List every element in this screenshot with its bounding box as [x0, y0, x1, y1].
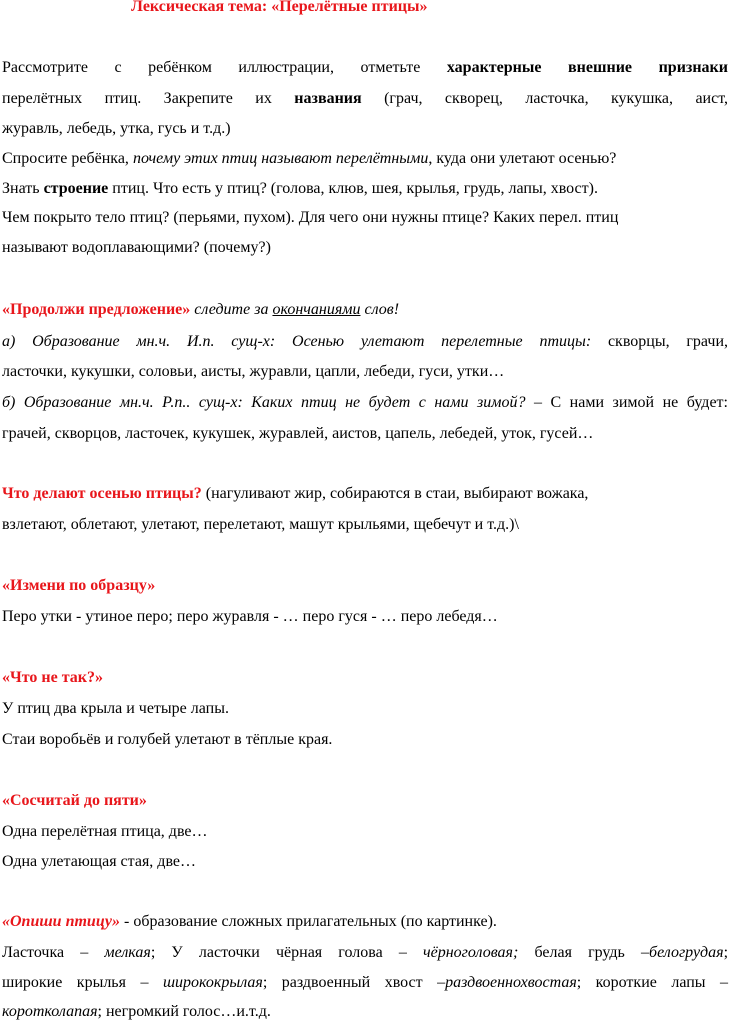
- continue-b-line: б) Образование мн.ч. Р.п.. сущ-х: Каких птиц не будет с нами зимой? – С нами зимой не будет:: [2, 394, 728, 411]
- count-line-2: Одна улетающая стая, две…: [2, 853, 197, 870]
- describe-line-3: коротколапая; негромкий голос…и.т.д.: [2, 1003, 271, 1020]
- describe-heading-line: «Опиши птицу» - образование сложных прилагательных (по картинке).: [2, 913, 497, 930]
- continue-heading-line: «Продолжи предложение» следите за окончаниями слов!: [2, 301, 400, 318]
- count-heading: «Сосчитай до пяти»: [2, 792, 147, 809]
- page-title: Лексическая тема: «Перелётные птицы»: [131, 0, 428, 15]
- intro-line-1: Рассмотрите с ребёнком иллюстрации, отметьте характерные внешние признаки: [2, 59, 728, 76]
- wrong-line-1: У птиц два крыла и четыре лапы.: [2, 700, 229, 717]
- change-text: Перо утки - утиное перо; перо журавля - … перо гуся - … перо лебедя…: [2, 608, 498, 625]
- autumn-line-2: взлетают, облетают, улетают, перелетают, машут крыльями, щебечут и т.д.)\: [2, 516, 519, 533]
- continue-b-line-2: грачей, скворцов, ласточек, кукушек, журавлей, аистов, цапель, лебедей, уток, гусей…: [2, 425, 594, 442]
- count-line-1: Одна перелётная птица, две…: [2, 823, 208, 840]
- intro-line-7: называют водоплавающими? (почему?): [2, 239, 271, 256]
- wrong-heading: «Что не так?»: [2, 669, 103, 686]
- autumn-heading: Что делают осенью птицы?: [2, 485, 202, 502]
- intro-line-2: перелётных птиц. Закрепите их названия (грач, скворец, ласточка, кукушка, аист,: [2, 90, 729, 107]
- continue-a-line: а) Образование мн.ч. И.п. сущ-х: Осенью улетают перелетные птицы: скворцы, грачи,: [2, 333, 729, 350]
- intro-line-6: Чем покрыто тело птиц? (перьями, пухом). Для чего они нужны птице? Каких перел. птиц: [2, 209, 619, 226]
- describe-line-1: Ласточка – мелкая; У ласточки чёрная голова – чёрноголовая; белая грудь –белогрудая;: [2, 944, 729, 961]
- autumn-line-1: Что делают осенью птицы? (нагуливают жир, собираются в стаи, выбирают вожака,: [2, 485, 589, 502]
- intro-line-5: Знать строение птиц. Что есть у птиц? (голова, клюв, шея, крылья, грудь, лапы, хвост).: [2, 180, 598, 197]
- continue-a-line-2: ласточки, кукушки, соловьи, аисты, журавли, цапли, лебеди, гуси, утки…: [2, 363, 505, 380]
- change-heading: «Измени по образцу»: [2, 577, 156, 594]
- describe-heading: «Опиши птицу»: [2, 913, 121, 930]
- wrong-line-2: Стаи воробьёв и голубей улетают в тёплые края.: [2, 731, 333, 748]
- intro-line-4: Спросите ребёнка, почему этих птиц называют перелётными, куда они улетают осенью?: [2, 150, 617, 167]
- intro-line-3: журавль, лебедь, утка, гусь и т.д.): [2, 120, 231, 137]
- describe-line-2: широкие крылья – ширококрылая; раздвоенный хвост –раздвоеннохвостая; короткие лапы –: [2, 974, 729, 991]
- continue-heading: «Продолжи предложение»: [2, 301, 191, 318]
